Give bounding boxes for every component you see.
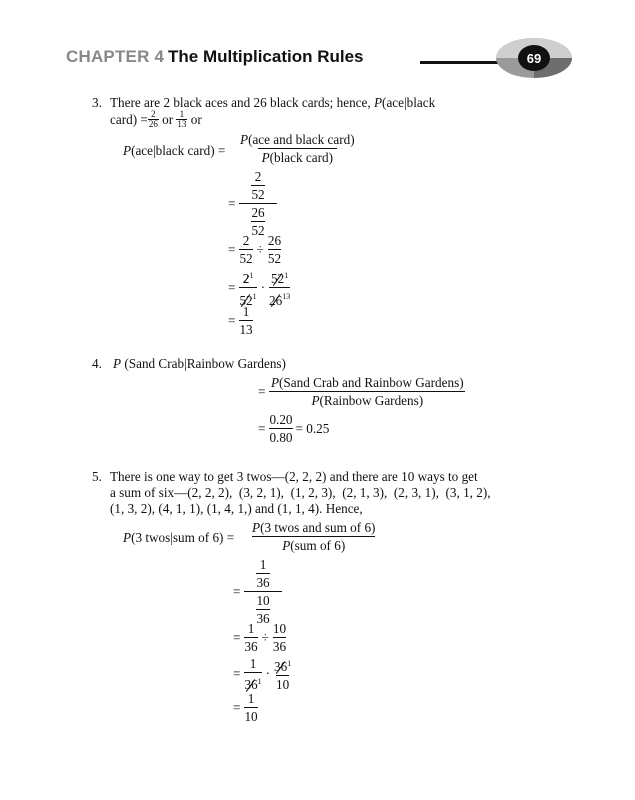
item-5-line2: a sum of six—(2, 2, 2), (3, 2, 1), (1, 2, 3), (2, 1, 3), (2, 3, 1), (3, 1, 2), (110, 485, 491, 500)
item-3-step3: = $\frac{2^1}{52^1}$ · $52^1$ $26^{13}$ (228, 271, 291, 308)
item-4-definition: = P(Sand Crab and Rainbow Gardens) P(Rainbow Gardens) (258, 375, 464, 408)
item-5-step1: = 1 36 10 36 (233, 556, 282, 627)
item-3-definition-fraction: P(ace and black card) P(black card) (240, 132, 355, 165)
item-5-definition-fraction: P(3 twos and sum of 6) P(sum of 6) (252, 520, 376, 553)
page-badge (494, 36, 574, 80)
item-4-number: 4. (92, 356, 102, 371)
item-3-lhs: P(ace|black card) = (123, 143, 226, 158)
item-4-line: P (Sand Crab|Rainbow Gardens) (113, 356, 286, 371)
item-3-line1: There are 2 black aces and 26 black cards; hence, P(ace|black (110, 95, 436, 110)
item-5-line3: (1, 3, 2), (4, 1, 1), (1, 4, 1,) and (1, 1, 4). Hence, (110, 501, 363, 516)
item-3-step2: = $\frac{2}{52}$ ÷ $\frac{26}{52}$ (228, 233, 282, 266)
chapter-label: CHAPTER 4 (66, 47, 165, 66)
item-5-step4: = $\frac{1}{10}$ (233, 691, 258, 724)
item-3-step1: = 2 52 26 52 (228, 168, 277, 239)
item-3-number: 3. (92, 95, 102, 110)
page-number: 69 (526, 51, 542, 66)
item-5-number: 5. (92, 469, 102, 484)
item-4-step1: = $\frac{0.20}{0.80}$ = 0.25 (258, 412, 330, 445)
page-title: The Multiplication Rules (168, 47, 364, 66)
item-5-lhs: P(3 twos|sum of 6) = (123, 530, 235, 545)
item-3-step4: = $\frac{1}{13}$ (228, 304, 253, 337)
item-5-line1: There is one way to get 3 twos—(2, 2, 2) and there are 10 ways to get (110, 469, 478, 484)
item-5-step3: = $\frac{1}{36^1}$ · $36^1$ 10 (233, 656, 292, 693)
item-3-line2: card) = $\frac{2}{26}$ or $\frac{1}{13}$ or (110, 109, 202, 129)
item-5-step2: = $\frac{1}{36}$ ÷ $\frac{10}{36}$ (233, 621, 287, 654)
